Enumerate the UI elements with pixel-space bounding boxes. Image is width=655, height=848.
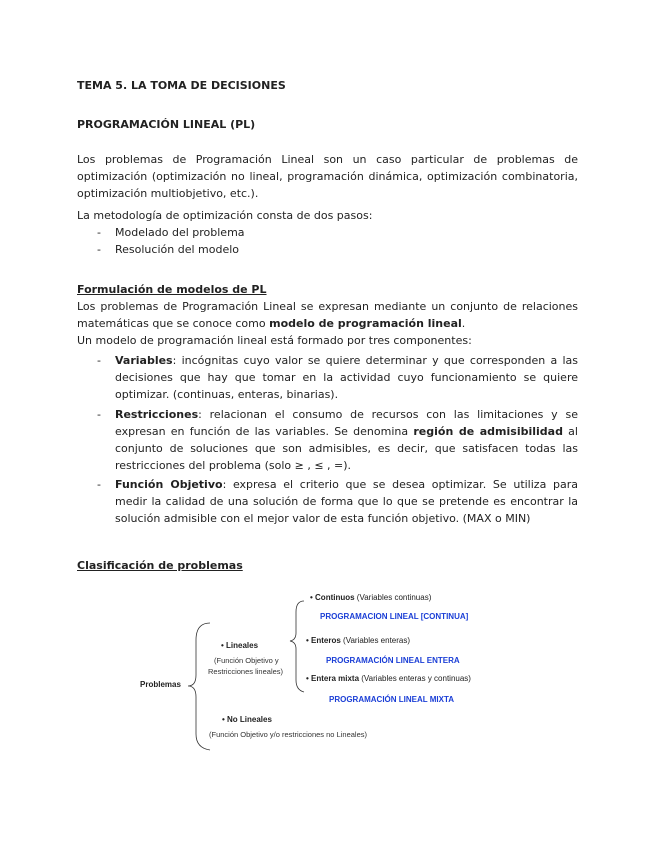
enteros-program-label: PROGRAMACIÓN LINEAL ENTERA: [326, 656, 460, 665]
components-intro: Un modelo de programación lineal está formado por tres componentes:: [77, 334, 472, 347]
list-item-variables: - Variables: incógnitas cuyo valor se quiere determinar y que corresponden a las decisiones que hay que tomar en la actividad cuyo funcionamiento se quiere optimizar. (continuas, enteras, binarias).: [97, 354, 578, 401]
formulation-heading: Formulación de modelos de PL: [77, 283, 267, 296]
intro-paragraph: Los problemas de Programación Lineal son un caso particular de problemas de optimización (optimización no lineal, programación dinámica, optimización combinatoria, optimización multiobjetivo, etc.).: [77, 153, 578, 200]
no-lineales-label: • No Lineales: [222, 715, 272, 724]
classification-heading: Clasificación de problemas: [77, 559, 243, 572]
method-line: La metodología de optimización consta de dos pasos:: [77, 209, 373, 222]
list-item-funcion-objetivo: - Función Objetivo: expresa el criterio que se desea optimizar. Se utiliza para medir la calidad de una solución de forma que lo que se pretende es encontrar la solución admisible con el mejor valor de esta función objetivo. (MAX o MIN): [97, 478, 578, 525]
lineales-note-1: (Función Objetivo y: [214, 656, 279, 665]
mixta-program-label: PROGRAMACIÓN LINEAL MIXTA: [329, 695, 455, 704]
enteros-line: • Enteros (Variables enteras): [306, 636, 411, 645]
main-brace-line: [188, 623, 210, 750]
lineales-note-2: Restricciones lineales): [208, 667, 284, 676]
document-title: TEMA 5. LA TOMA DE DECISIONES: [77, 79, 286, 92]
no-lineales-note: (Función Objetivo y/o restricciones no Lineales): [209, 730, 367, 739]
root-label: Problemas: [140, 680, 181, 689]
list-item-restricciones: - Restricciones: relacionan el consumo de recursos con las limitaciones y se expresan en función de las variables. Se denomina región de admisibilidad al conjunto de soluciones que son admisibles, es decir, que satisfacen todas las restricciones del problema (solo ≥ , ≤ , =).: [97, 408, 578, 472]
steps-list: [77, 224, 578, 258]
components-list: [77, 352, 578, 527]
formulation-paragraph: Los problemas de Programación Lineal se expresan mediante un conjunto de relaciones matemáticas que se conoce como modelo de programación lineal.: [77, 300, 578, 330]
list-item: - Resolución del modelo: [97, 243, 239, 256]
lineales-label: • Lineales: [221, 641, 259, 650]
lineales-brace-line: [290, 601, 304, 692]
continuos-line: • Continuos (Variables continuas): [310, 593, 432, 602]
continuos-program-label: PROGRAMACION LINEAL [CONTINUA]: [320, 612, 469, 621]
list-item: - Modelado del problema: [97, 226, 245, 239]
mixta-line: • Entera mixta (Variables enteras y continuas): [306, 674, 471, 683]
section-title: PROGRAMACIÓN LINEAL (PL): [77, 118, 256, 131]
